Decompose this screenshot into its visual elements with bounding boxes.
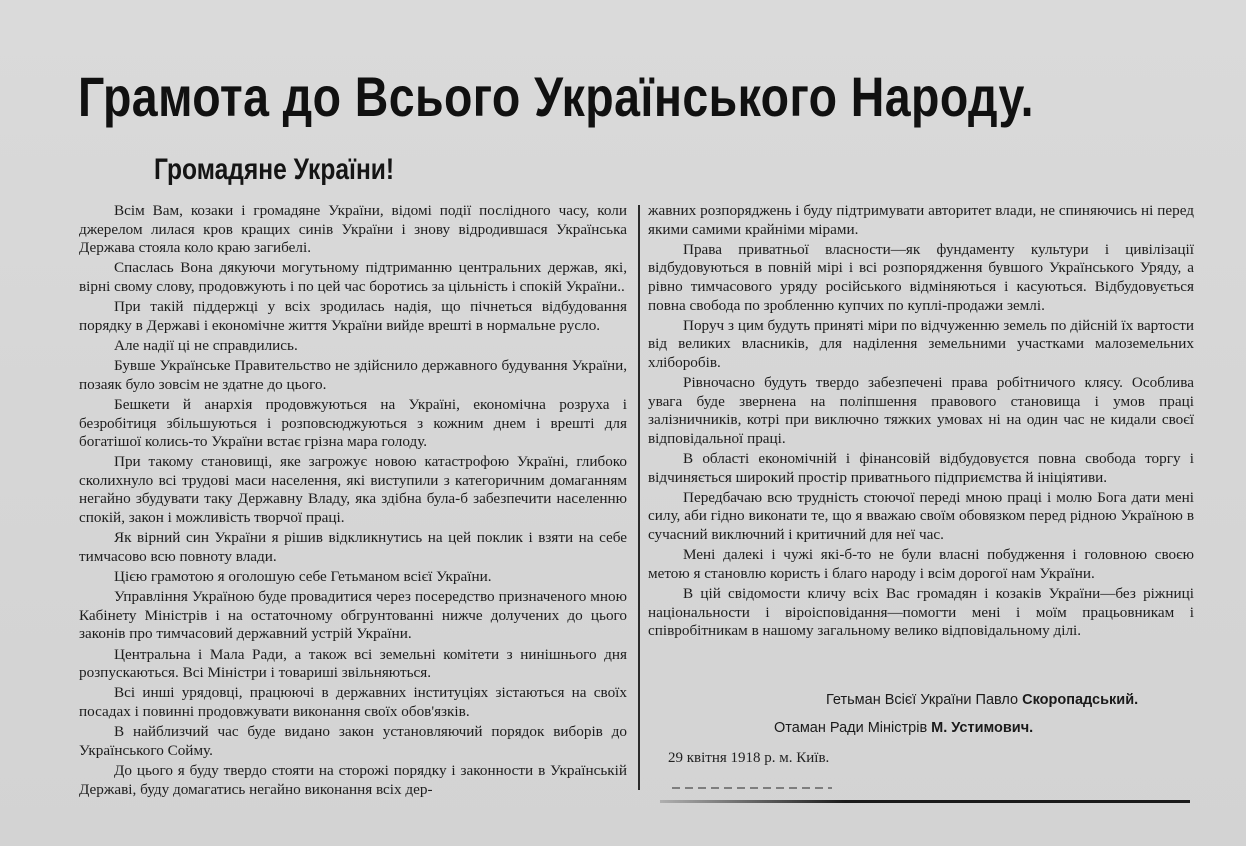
paragraph: В цій свідомости кличу всіх Вас громадян і козаків України—без ріжниці національности і віроісповідання—помогти мені і моїм працьовникам і співробітникам в нашому загальному велико відповідальному ділі. <box>648 585 1194 640</box>
hetman-title: Гетьман Всієї України Павло <box>826 692 1023 708</box>
otaman-title: Отаман Ради Міністрів <box>774 720 932 736</box>
paragraph: Як вірний син України я рішив відкликнутись на цей поклик і взяти на себе тимчасово всю повноту влади. <box>79 529 627 565</box>
paragraph: Всі инші урядовці, працюючі в державних інституціях зістаються на своїх посадах і повинні продовжувати виконання своїх обов'язків. <box>79 684 627 720</box>
salutation-heading: Громадяне України! <box>154 153 395 186</box>
paragraph: жавних розпоряджень і буду підтримувати авторитет влади, не спиняючись ні перед якими самими крайніми мірами. <box>648 202 1194 238</box>
paragraph: При такій піддержці у всіх зродилась надія, що пічнеться відбудовання порядку в Державі і економічне життя України вийде врешті в нормальне русло. <box>79 298 627 334</box>
paragraph: Бувше Українське Правительство не здійснило державного будування України, позаяк було зовсім не здатне до цього. <box>79 357 627 393</box>
paragraph: Але надії ці не справдились. <box>114 336 298 354</box>
paragraph: В області економічній і фінансовій відбудовуєтся повна свобода торгу і відчиняється широкий простір приватнього підприємства й ініціятиви. <box>648 450 1194 486</box>
paragraph: До цього я буду твердо стояти на сторожі порядку і законности в Українській Державі, буду домагатись негайно виконання всіх дер- <box>79 761 627 798</box>
hetman-signature <box>826 692 1138 708</box>
paragraph: При такому становищі, яке загрожує новою катастрофою Україні, глибоко сколихнуло всі трудові маси населення, які виступили з категоричним домаганням негайно збудувати таку Державну Владу, яка здібна була-б забезпечити населенню спокій, закон і можливість творчої праці. <box>79 453 627 527</box>
closing-rule <box>660 800 1190 803</box>
document-title: Грамота до Всього Українського Народу. <box>78 65 1035 128</box>
paragraph: Центральна і Мала Ради, а також всі земельні комітети з нинішнього дня розпускаються. Всі Міністри і товариші звільняються. <box>79 645 627 682</box>
paragraph: В найблизчий час буде видано закон установляючий порядок виборів до Українського Сойму. <box>79 723 627 759</box>
paragraph: Цією грамотою я оголошую себе Гетьманом всієї України. <box>114 568 492 586</box>
paragraph: Всім Вам, козаки і громадяне України, відомі події послідного часу, коли джерелом лилася кров кращих синів України і знову відродившася Українська Держава стояла коло краю загибелі. <box>79 202 627 257</box>
left-text-column <box>79 202 627 801</box>
column-divider <box>638 205 640 790</box>
paragraph: Права приватньої власности—як фундаменту культури і цивілізації відбудовуються в повній мірі і всі розпорядження бувшого Українського Уряду, а рівно тимчасового уряду російського відміняються і касуються. Відбудовується повна свобода по зробленню купчих по куплі-продажи землі. <box>648 240 1194 314</box>
otaman-name: М. Устимович. <box>931 720 1034 736</box>
hetman-name: Скоропадський. <box>1022 692 1139 708</box>
paragraph: Управління Україною буде провадитися через посередство призначеного мною Кабінету Міністрів і на остаточному обгрунтованні нижче долучених до цього законів про тимчасовий державний устрій України. <box>79 588 627 643</box>
right-text-column <box>648 202 1194 642</box>
paragraph: Рівночасно будуть твердо забезпечені права робітничого клясу. Особлива увага буде звернена на поліпшення правового становища і умов праці залізничників, котрі при виключно тяжких умовах ні на один час не кидали своєї відповідальної праці. <box>648 374 1194 447</box>
paragraph: Спаслась Вона дякуючи могутьному підтриманню центральних держав, які, вірні свому слову, продовжують і по цей час боротись за цільність і спокій України.. <box>79 259 627 295</box>
paragraph: Передбачаю всю трудність стоючої переді мною праці і молю Бога дати мені силу, аби гідно виконати те, що я вважаю своїм обовязком перед рідною Україною в сучасний виключний і критичний для неї час. <box>648 488 1194 544</box>
date-place: 29 квітня 1918 р. м. Київ. <box>668 750 830 766</box>
paragraph: Бешкети й анархія продовжуються на Україні, економічна розруха і безробітиця збільшуються і розповсюджуються з кожним днем і врешті для богатішої колись-то України встає грізна мара голоду. <box>79 395 627 451</box>
faded-rule <box>672 787 832 789</box>
paragraph: Мені далекі і чужі які-б-то не були власні побудження і головною своєю метою я становлю користь і благо народу і всім дорогої нам України. <box>648 546 1194 582</box>
otaman-signature <box>774 720 1033 736</box>
paragraph: Поруч з цим будуть приняті міри по відчуженню земель по дійсній їх вартости від великих власників, для наділення земельними участками малоземельних хліборобів. <box>648 316 1194 371</box>
